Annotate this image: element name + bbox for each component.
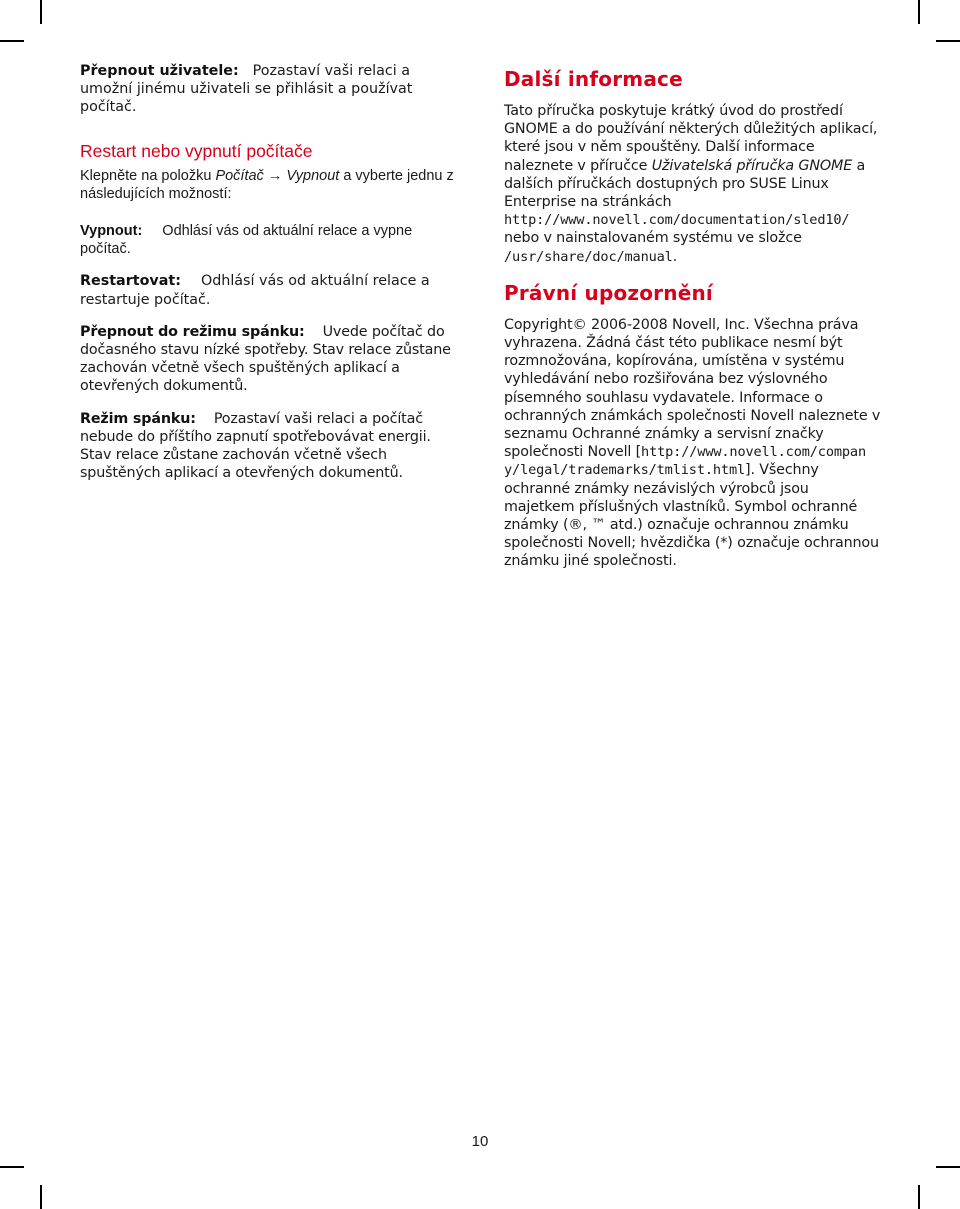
crop-mark [918, 1185, 920, 1209]
shutdown-entry [80, 222, 460, 258]
crop-mark [0, 40, 24, 42]
restart-description: Odhlásí vás od aktuální relace a restartuje počítač. [80, 273, 430, 308]
legal-text-a: Copyright© 2006-2008 Novell, Inc. Všechna práva vyhrazena. Žádná část této publikace nesmí být rozmnožována, kopírována, umístěna v systému vyhledávání nebo rozšiřována bez výslovného písemného souhlasu vydavatele. Informace o ochranných známkách společnosti Novell naleznete v seznamu Ochranné známky a servisní značky společnosti Novell [ [504, 316, 881, 461]
more-info-text-d: . [672, 248, 678, 265]
hibernate-description: Pozastaví vaši relaci a počítač nebude do příštího zapnutí spotřebovávat energii. Stav relace zůstane zachován včetně všech spuštěných aplikací a otevřených dokumentů. [80, 410, 431, 482]
more-info-paragraph [504, 102, 882, 266]
restart-term: Restartovat: [80, 273, 181, 290]
documentation-url[interactable]: http://www.novell.com/documentation/sled10/ [504, 212, 850, 229]
switch-user-term: Přepnout uživatele: [80, 63, 239, 79]
more-info-heading: Další informace [504, 67, 683, 91]
legal-paragraph [504, 316, 882, 571]
shutdown-description: Odhlásí vás od aktuální relace a vypne počítač. [80, 223, 413, 258]
legal-text-b: ]. Všechny ochranné známky nezávislých výrobců jsou majetkem příslušných vlastníků. Symbol ochranné známky (®, ™ atd.) označuje ochrannou známku společnosti Novell; hvězdička (*) označuje ochrannou známku jiné společnosti. [504, 462, 879, 570]
left-column [80, 62, 460, 482]
suspend-term: Přepnout do režimu spánku: [80, 323, 305, 340]
switch-user-description: Pozastaví vaši relaci a umožní jinému uživateli se přihlásit a používat počítač. [80, 63, 413, 116]
intro-paragraph [80, 167, 460, 203]
crop-mark [918, 0, 920, 24]
more-info-text-a: Tato příručka poskytuje krátký úvod do prostředí GNOME a do používání některých důležitých aplikací, které jsou v něm spouštěny. Další informace naleznete v příručce [504, 103, 878, 174]
crop-mark [40, 1185, 42, 1209]
crop-mark [0, 1166, 24, 1168]
menu-path-shutdown: Vypnout [286, 167, 340, 184]
legal-heading: Právní upozornění [504, 280, 713, 305]
suspend-description: Uvede počítač do dočasného stavu nízké spotřeby. Stav relace zůstane zachován včetně všech spuštěných aplikací a otevřených dokumentů. [80, 323, 451, 395]
crop-mark [936, 40, 960, 42]
shutdown-term: Vypnout: [80, 223, 143, 240]
right-column [504, 66, 882, 571]
guide-title: Uživatelská příručka GNOME [651, 157, 853, 174]
trademark-url[interactable]: http://www.novell.com/company/legal/trademarks/tmlist.html [504, 444, 867, 479]
intro-after: a vyberte jednu z následujících možností: [80, 167, 454, 202]
hibernate-entry [80, 410, 460, 483]
crop-mark [936, 1166, 960, 1168]
crop-mark [40, 0, 42, 24]
section-heading: Restart nebo vypnutí počítače [80, 140, 313, 161]
switch-user-entry [80, 62, 460, 117]
menu-path-computer: Počítač [215, 167, 264, 184]
more-info-text-c: nebo v nainstalovaném systému ve složce [504, 230, 802, 247]
intro-before: Klepněte na položku [80, 167, 212, 184]
more-info-text-b: a dalších příručkách dostupných pro SUSE Linux Enterprise na stránkách [504, 157, 866, 211]
suspend-entry [80, 323, 460, 396]
restart-entry [80, 272, 460, 308]
manual-folder-path: /usr/share/doc/manual [504, 248, 673, 265]
page-number: 10 [471, 1133, 489, 1150]
menu-arrow-icon: → [267, 167, 283, 184]
hibernate-term: Režim spánku: [80, 410, 196, 427]
